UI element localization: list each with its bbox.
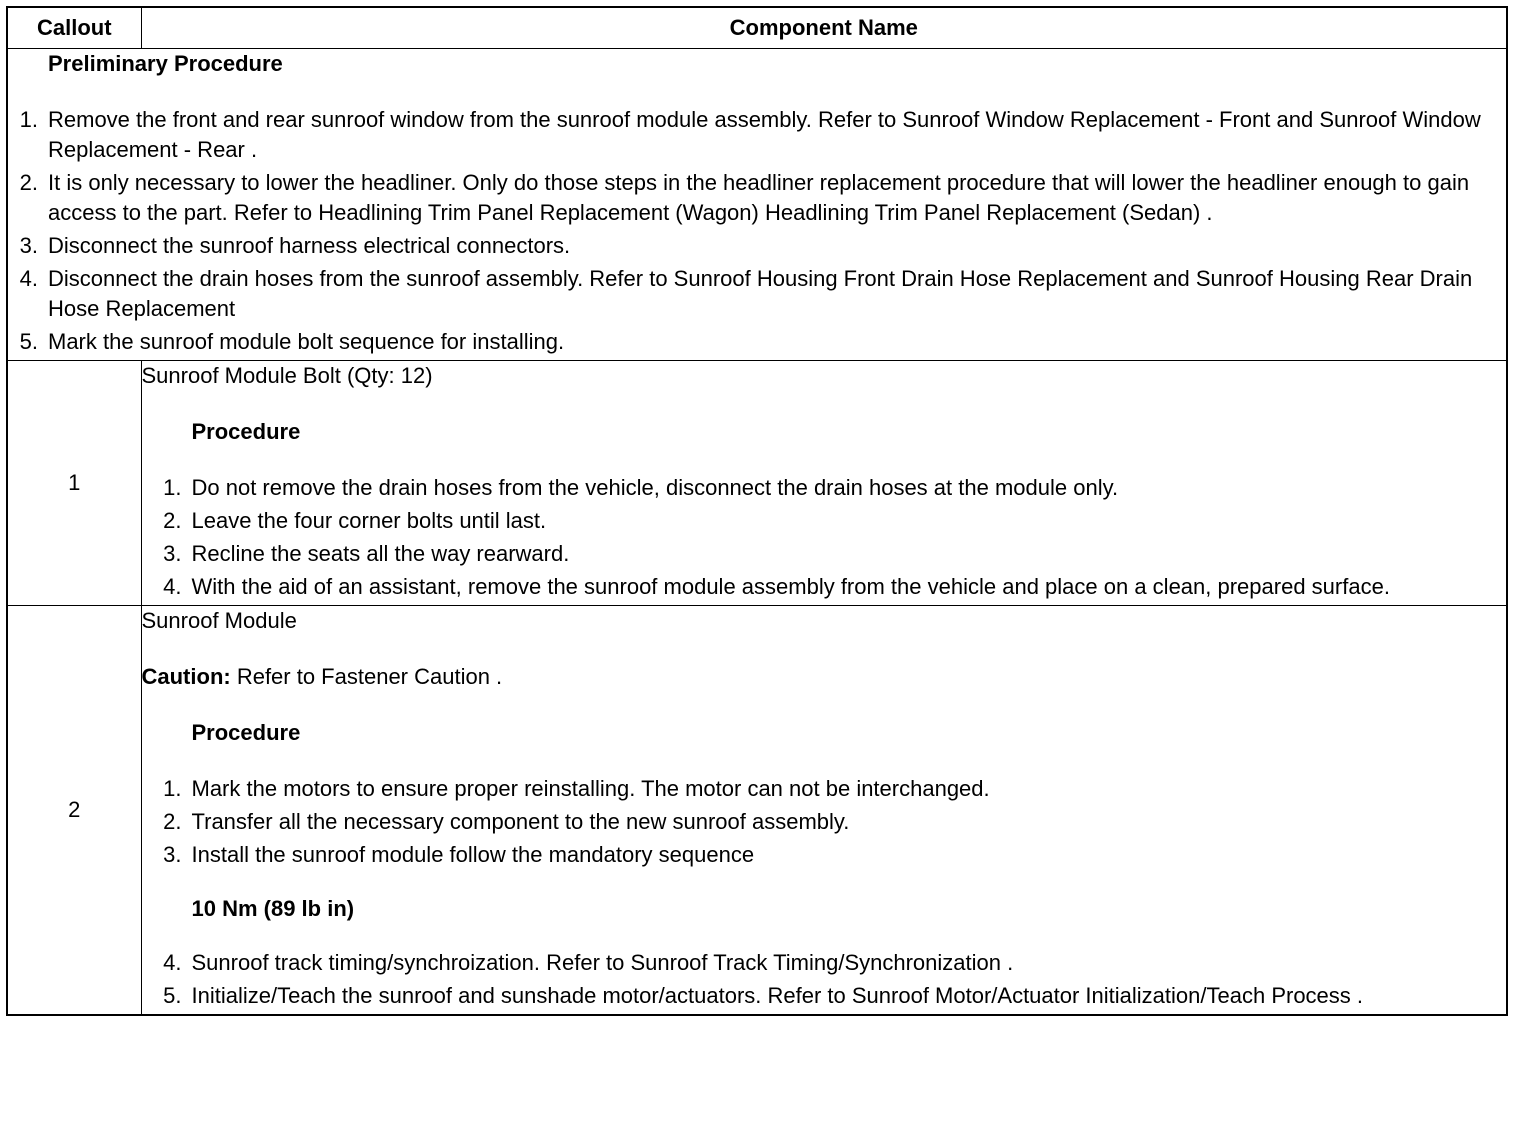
list-item: 3. Recline the seats all the way rearward. xyxy=(163,541,570,566)
component-cell xyxy=(141,606,1507,1016)
component-name: Sunroof Module xyxy=(141,608,297,633)
list-item: 2. It is only necessary to lower the headliner. Only do those steps in the headliner replacement procedure that will lower the headliner enough to gain access to the part. Refer to Headlining Trim Panel Replacement (Wagon) Headlining Trim Panel Replacement (Sedan) . xyxy=(19,170,1470,225)
list-item: 1. Mark the motors to ensure proper reinstalling. The motor can not be interchanged. xyxy=(163,776,990,801)
preliminary-title: Preliminary Procedure xyxy=(48,51,283,76)
header-row xyxy=(7,7,1507,49)
procedure-label: Procedure xyxy=(191,419,301,444)
procedure-steps xyxy=(152,774,1507,870)
preliminary-steps xyxy=(8,105,1506,357)
component-cell xyxy=(141,361,1507,606)
list-item: 4. Sunroof track timing/synchroization. Refer to Sunroof Track Timing/Synchronization . xyxy=(163,950,1014,975)
component-name-header: Component Name xyxy=(141,7,1507,49)
caution-label: Caution: xyxy=(141,664,231,689)
list-item: 2. Transfer all the necessary component to the new sunroof assembly. xyxy=(163,809,850,834)
table-row xyxy=(7,606,1507,1016)
table-row xyxy=(7,361,1507,606)
list-item: 4. With the aid of an assistant, remove the sunroof module assembly from the vehicle and place on a clean, prepared surface. xyxy=(163,574,1390,599)
component-name: Sunroof Module Bolt (Qty: 12) xyxy=(141,363,433,388)
list-item: 4. Disconnect the drain hoses from the sunroof assembly. Refer to Sunroof Housing Front Drain Hose Replacement and Sunroof Housing Rear Drain Hose Replacement xyxy=(19,266,1473,321)
list-item: 2. Leave the four corner bolts until last. xyxy=(163,508,547,533)
list-item: 3. Disconnect the sunroof harness electrical connectors. xyxy=(19,233,571,258)
preliminary-row xyxy=(7,49,1507,361)
callout-cell: 2 xyxy=(7,606,141,1016)
callout-cell: 1 xyxy=(7,361,141,606)
callout-header: Callout xyxy=(7,7,141,49)
list-item: 5. Mark the sunroof module bolt sequence for installing. xyxy=(19,329,565,354)
procedure-steps-continued xyxy=(152,948,1507,1011)
torque-spec: 10 Nm (89 lb in) xyxy=(191,896,355,921)
caution-note xyxy=(142,662,1507,692)
list-item: 1. Remove the front and rear sunroof window from the sunroof module assembly. Refer to Sunroof Window Replacement - Front and Sunroof Window Replacement - Rear . xyxy=(19,107,1481,162)
procedure-label: Procedure xyxy=(191,720,301,745)
procedure-steps xyxy=(152,473,1507,602)
list-item: 1. Do not remove the drain hoses from the vehicle, disconnect the drain hoses at the module only. xyxy=(163,475,1119,500)
component-table xyxy=(6,6,1508,1016)
list-item: 3. Install the sunroof module follow the mandatory sequence xyxy=(163,842,755,867)
caution-text: Refer to Fastener Caution . xyxy=(230,664,503,689)
list-item: 5. Initialize/Teach the sunroof and sunshade motor/actuators. Refer to Sunroof Motor/Actuator Initialization/Teach Process . xyxy=(163,983,1364,1008)
preliminary-cell xyxy=(7,49,1507,361)
